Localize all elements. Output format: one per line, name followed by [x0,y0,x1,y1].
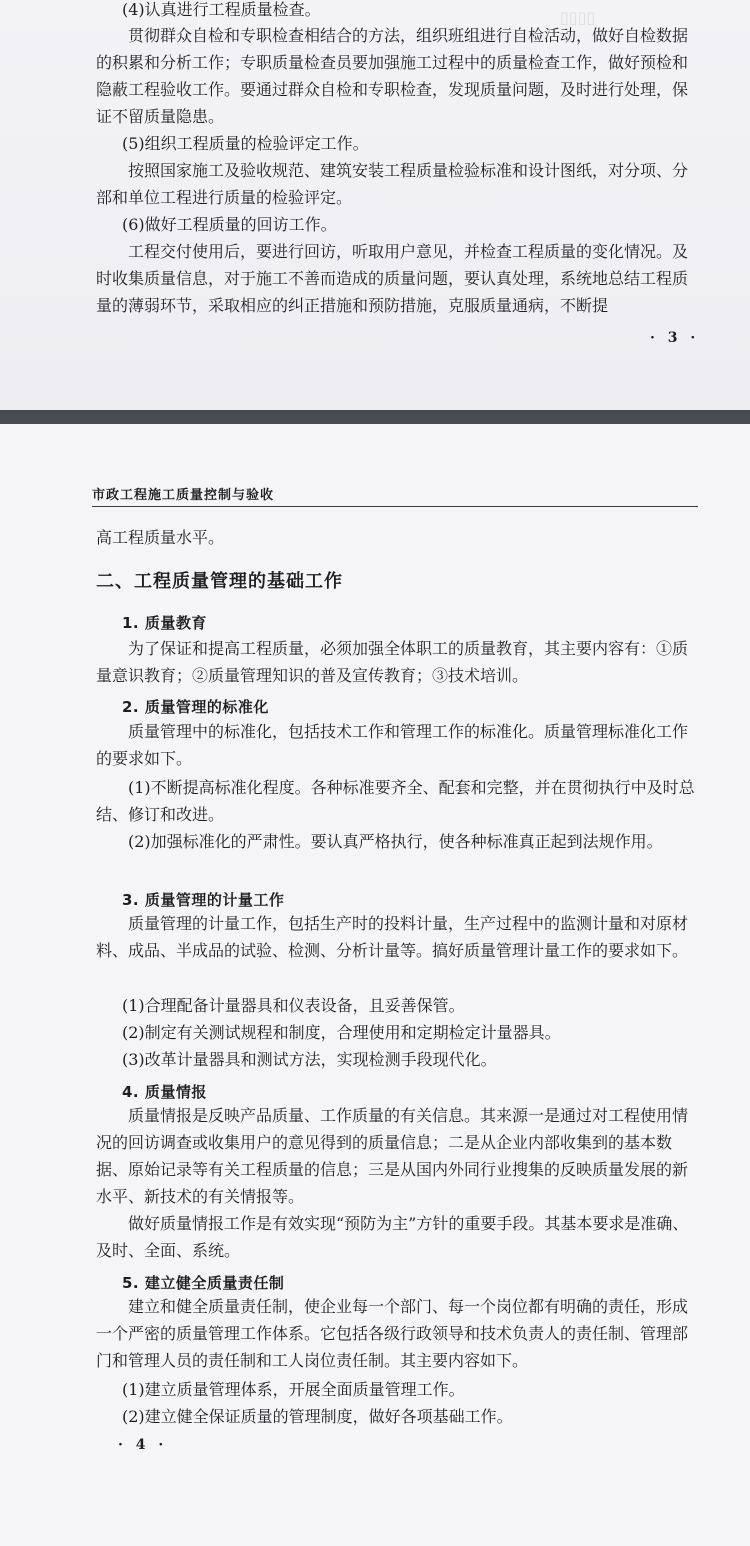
paragraph: 质量管理中的标准化，包括技术工作和管理工作的标准化。质量管理标准化工作的要求如下。 [96,722,689,768]
header-rule [92,506,698,507]
list-item: (2)建立健全保证质量的管理制度，做好各项基础工作。 [122,1407,513,1426]
list-item: (1)建立质量管理体系，开展全面质量管理工作。 [122,1380,465,1399]
page-number: · 4 · [118,1437,168,1453]
subsection-heading: 3. 质量管理的计量工作 [122,891,285,909]
paragraph: 为了保证和提高工程质量，必须加强全体职工的质量教育，其主要内容有：①质量意识教育；②质量管理知识的普及宣传教育；③技术培训。 [96,639,689,685]
top-page [0,0,750,410]
paragraph: 建立和健全质量责任制，使企业每一个部门、每一个岗位都有明确的责任，形成一个严密的质量管理工作体系。它包括各级行政领导和技术负责人的责任制、管理部门和管理人员的责任制和工人岗位责任制。其主要内容如下。 [96,1297,689,1370]
subsection-heading: 2. 质量管理的标准化 [122,698,269,716]
section-title: 二、工程质量管理的基础工作 [96,571,343,592]
page-number: · 3 · [650,330,700,346]
paragraph: 质量情报是反映产品质量、工作质量的有关信息。其来源一是通过对工程使用情况的回访调查或收集用户的意见得到的质量信息；二是从企业内部收集到的基本数据、原始记录等有关工程质量的信息；三是从国内外同行业搜集的反映质量发展的新水平、新技术的有关情报等。 [96,1106,689,1206]
subsection-heading: 1. 质量教育 [122,614,207,632]
paragraph: 工程交付使用后，要进行回访，听取用户意见，并检查工程质量的变化情况。及时收集质量信息，对于施工不善而造成的质量问题，要认真处理，系统地总结工程质量的薄弱环节，采取相应的纠正措施和预防措施，克服质量通病，不断提 [96,242,689,315]
list-item: (5)组织工程质量的检验评定工作。 [122,134,369,153]
subsection-heading: 4. 质量情报 [122,1083,207,1101]
subsection-heading: 5. 建立健全质量责任制 [122,1274,285,1292]
bleed-through-text: ▯▯▯▯ [560,8,596,27]
list-item: (6)做好工程质量的回访工作。 [122,215,337,234]
list-item: (1)合理配备计量器具和仪表设备，且妥善保管。 [122,996,465,1015]
paragraph: 做好质量情报工作是有效实现“预防为主”方针的重要手段。其基本要求是准确、及时、全面、系统。 [96,1214,689,1260]
list-item: (4)认真进行工程质量检查。 [122,0,321,19]
paragraph: 高工程质量水平。 [96,528,225,547]
paragraph: 贯彻群众自检和专职检查相结合的方法，组织班组进行自检活动，做好自检数据的积累和分析工作；专职质量检查员要加强施工过程中的质量检查工作，做好预检和隐蔽工程验收工作。要通过群众自检和专职检查，发现质量问题，及时进行处理，保证不留质量隐患。 [96,26,689,126]
running-head: 市政工程施工质量控制与验收 [92,488,275,503]
bottom-page [0,424,750,1546]
list-item: (2)加强标准化的严肃性。要认真严格执行，使各种标准真正起到法规作用。 [128,832,663,851]
paragraph: 按照国家施工及验收规范、建筑安装工程质量检验标准和设计图纸，对分项、分部和单位工程进行质量的检验评定。 [96,161,689,207]
list-item: (1)不断提高标准化程度。各种标准要齐全、配套和完整，并在贯彻执行中及时总结、修订和改进。 [96,778,695,824]
paragraph: 质量管理的计量工作，包括生产时的投料计量，生产过程中的监测计量和对原材料、成品、半成品的试验、检测、分析计量等。搞好质量管理计量工作的要求如下。 [96,914,689,960]
list-item: (2)制定有关测试规程和制度，合理使用和定期检定计量器具。 [122,1023,561,1042]
list-item: (3)改革计量器具和测试方法，实现检测手段现代化。 [122,1050,497,1069]
